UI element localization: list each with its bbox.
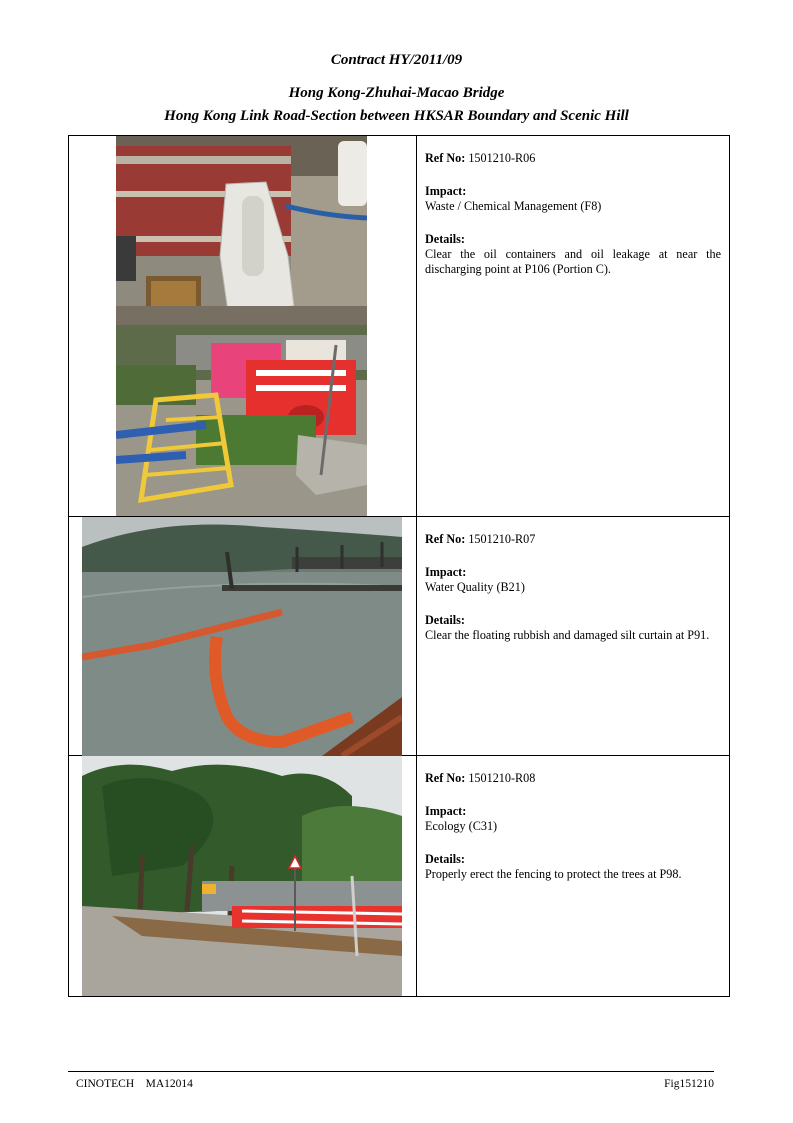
project-title: Hong Kong-Zhuhai-Macao Bridge [288, 85, 505, 101]
details-value: Properly erect the fencing to protect the trees at P98. [425, 867, 682, 881]
impact-label: Impact: [425, 804, 467, 818]
records-table [68, 135, 730, 997]
photo-cell [69, 517, 417, 756]
record-info-cell [417, 517, 730, 756]
details-label: Details: [425, 852, 465, 866]
site-photo-silt-curtain [82, 517, 402, 756]
details-value: Clear the oil containers and oil leakage at near the discharging point at P106 (Portion C). [425, 247, 721, 276]
record-info-cell [417, 756, 730, 997]
ref-number: 1501210-R07 [468, 532, 536, 546]
record-row [69, 136, 730, 517]
ref-label: Ref No: [425, 151, 466, 165]
contract-title: Contract HY/2011/09 [330, 52, 463, 68]
details-label: Details: [425, 613, 465, 627]
record-row [69, 756, 730, 997]
ref-number: 1501210-R08 [468, 771, 536, 785]
record-row [69, 517, 730, 756]
site-photo-barriers [116, 325, 367, 516]
details-label: Details: [425, 232, 465, 246]
ref-label: Ref No: [425, 771, 466, 785]
section-title: Hong Kong Link Road-Section between HKSAR Boundary and Scenic Hill [164, 108, 629, 124]
impact-value: Ecology (C31) [425, 819, 498, 833]
impact-value: Water Quality (B21) [425, 580, 525, 594]
impact-label: Impact: [425, 565, 467, 579]
site-photo-tree-fencing [82, 756, 402, 996]
footer-right: Fig151210 [664, 1078, 714, 1090]
impact-label: Impact: [425, 184, 467, 198]
details-value: Clear the floating rubbish and damaged silt curtain at P91. [425, 628, 710, 642]
ref-number: 1501210-R06 [468, 151, 536, 165]
photo-cell [69, 136, 417, 517]
photo-cell [69, 756, 417, 997]
footer-divider [68, 1071, 714, 1072]
footer-left: CINOTECH MA12014 [76, 1078, 193, 1090]
impact-value: Waste / Chemical Management (F8) [425, 199, 602, 213]
site-photo-oil-containers [116, 136, 367, 325]
record-info-cell [417, 136, 730, 517]
ref-label: Ref No: [425, 532, 466, 546]
